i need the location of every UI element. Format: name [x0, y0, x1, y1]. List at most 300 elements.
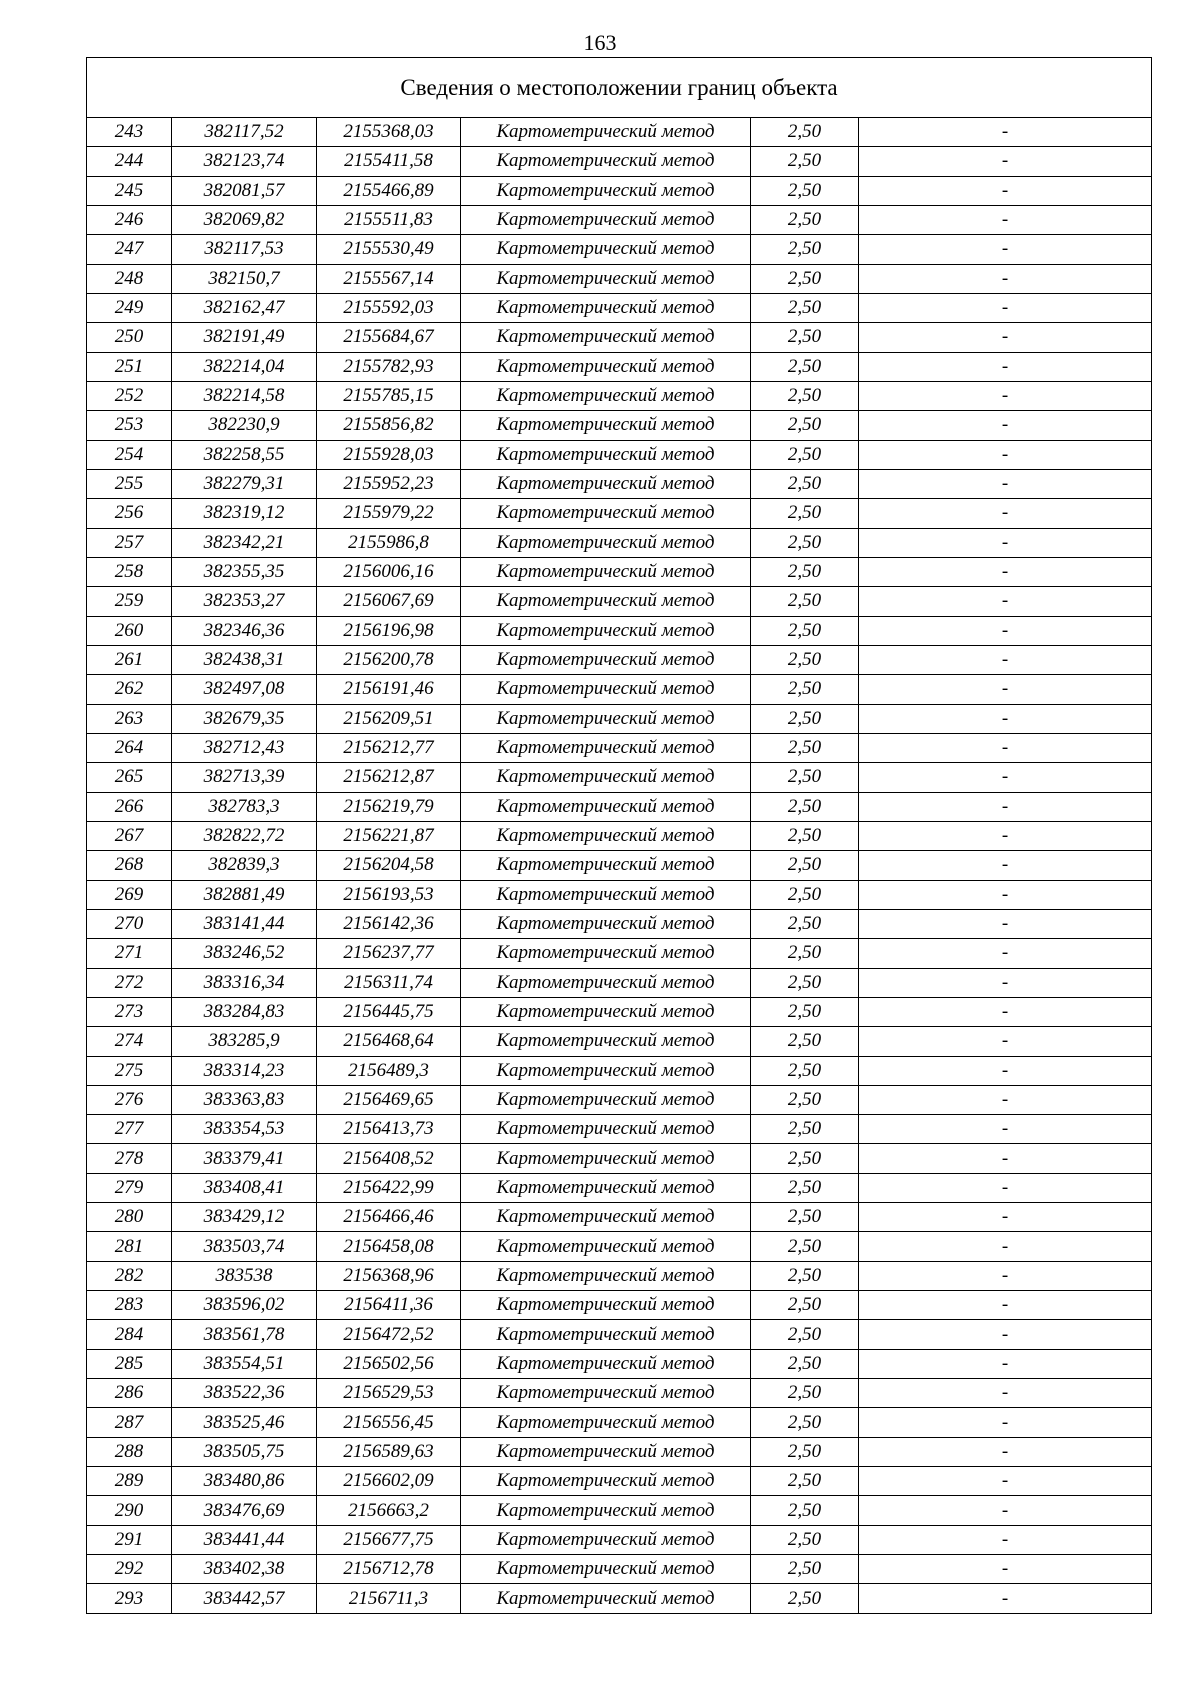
description-cell: -: [859, 1467, 1152, 1496]
table-row: [87, 235, 1152, 264]
method-cell: Картометрический метод: [461, 675, 751, 704]
description-cell: -: [859, 1496, 1152, 1525]
description-cell: -: [859, 1349, 1152, 1378]
method-cell: Картометрический метод: [461, 1173, 751, 1202]
table-row: [87, 1320, 1152, 1349]
method-cell: Картометрический метод: [461, 293, 751, 322]
description-cell: -: [859, 528, 1152, 557]
point-number-cell: 247: [87, 235, 172, 264]
method-cell: Картометрический метод: [461, 968, 751, 997]
y-coordinate-cell: 2156212,87: [317, 763, 461, 792]
x-coordinate-cell: 383480,86: [172, 1467, 317, 1496]
y-coordinate-cell: 2156468,64: [317, 1027, 461, 1056]
accuracy-cell: 2,50: [751, 968, 859, 997]
table-row: [87, 1115, 1152, 1144]
accuracy-cell: 2,50: [751, 1173, 859, 1202]
method-cell: Картометрический метод: [461, 411, 751, 440]
accuracy-cell: 2,50: [751, 939, 859, 968]
point-number-cell: 279: [87, 1173, 172, 1202]
x-coordinate-cell: 382713,39: [172, 763, 317, 792]
point-number-cell: 260: [87, 616, 172, 645]
table-row: [87, 293, 1152, 322]
accuracy-cell: 2,50: [751, 851, 859, 880]
description-cell: -: [859, 1379, 1152, 1408]
method-cell: Картометрический метод: [461, 792, 751, 821]
method-cell: Картометрический метод: [461, 176, 751, 205]
x-coordinate-cell: 382162,47: [172, 293, 317, 322]
method-cell: Картометрический метод: [461, 763, 751, 792]
accuracy-cell: 2,50: [751, 1261, 859, 1290]
table-row: [87, 997, 1152, 1026]
x-coordinate-cell: 382353,27: [172, 587, 317, 616]
point-number-cell: 252: [87, 381, 172, 410]
method-cell: Картометрический метод: [461, 1584, 751, 1613]
table-row: [87, 704, 1152, 733]
y-coordinate-cell: 2155530,49: [317, 235, 461, 264]
method-cell: Картометрический метод: [461, 118, 751, 147]
y-coordinate-cell: 2156458,08: [317, 1232, 461, 1261]
point-number-cell: 263: [87, 704, 172, 733]
point-number-cell: 250: [87, 323, 172, 352]
description-cell: -: [859, 352, 1152, 381]
x-coordinate-cell: 382342,21: [172, 528, 317, 557]
y-coordinate-cell: 2156472,52: [317, 1320, 461, 1349]
description-cell: -: [859, 880, 1152, 909]
method-cell: Картометрический метод: [461, 1379, 751, 1408]
method-cell: Картометрический метод: [461, 997, 751, 1026]
description-cell: -: [859, 1232, 1152, 1261]
point-number-cell: 273: [87, 997, 172, 1026]
table-row: [87, 1525, 1152, 1554]
table-row: [87, 1173, 1152, 1202]
table-row: [87, 1349, 1152, 1378]
description-cell: -: [859, 293, 1152, 322]
point-number-cell: 262: [87, 675, 172, 704]
y-coordinate-cell: 2155952,23: [317, 469, 461, 498]
y-coordinate-cell: 2155782,93: [317, 352, 461, 381]
accuracy-cell: 2,50: [751, 1203, 859, 1232]
x-coordinate-cell: 382279,31: [172, 469, 317, 498]
table-row: [87, 851, 1152, 880]
method-cell: Картометрический метод: [461, 1525, 751, 1554]
table-row: [87, 645, 1152, 674]
y-coordinate-cell: 2156589,63: [317, 1437, 461, 1466]
y-coordinate-cell: 2156209,51: [317, 704, 461, 733]
point-number-cell: 292: [87, 1555, 172, 1584]
accuracy-cell: 2,50: [751, 147, 859, 176]
x-coordinate-cell: 382069,82: [172, 205, 317, 234]
point-number-cell: 290: [87, 1496, 172, 1525]
x-coordinate-cell: 382081,57: [172, 176, 317, 205]
method-cell: Картометрический метод: [461, 323, 751, 352]
description-cell: -: [859, 147, 1152, 176]
accuracy-cell: 2,50: [751, 1379, 859, 1408]
method-cell: Картометрический метод: [461, 1408, 751, 1437]
description-cell: -: [859, 939, 1152, 968]
point-number-cell: 283: [87, 1291, 172, 1320]
description-cell: -: [859, 205, 1152, 234]
y-coordinate-cell: 2156006,16: [317, 557, 461, 586]
method-cell: Картометрический метод: [461, 645, 751, 674]
method-cell: Картометрический метод: [461, 557, 751, 586]
point-number-cell: 275: [87, 1056, 172, 1085]
point-number-cell: 286: [87, 1379, 172, 1408]
point-number-cell: 281: [87, 1232, 172, 1261]
point-number-cell: 291: [87, 1525, 172, 1554]
point-number-cell: 289: [87, 1467, 172, 1496]
x-coordinate-cell: 382346,36: [172, 616, 317, 645]
y-coordinate-cell: 2155511,83: [317, 205, 461, 234]
x-coordinate-cell: 383561,78: [172, 1320, 317, 1349]
accuracy-cell: 2,50: [751, 675, 859, 704]
x-coordinate-cell: 383402,38: [172, 1555, 317, 1584]
method-cell: Картометрический метод: [461, 1027, 751, 1056]
x-coordinate-cell: 382497,08: [172, 675, 317, 704]
description-cell: -: [859, 411, 1152, 440]
point-number-cell: 266: [87, 792, 172, 821]
point-number-cell: 255: [87, 469, 172, 498]
method-cell: Картометрический метод: [461, 381, 751, 410]
method-cell: Картометрический метод: [461, 1555, 751, 1584]
y-coordinate-cell: 2155466,89: [317, 176, 461, 205]
accuracy-cell: 2,50: [751, 1555, 859, 1584]
accuracy-cell: 2,50: [751, 1408, 859, 1437]
method-cell: Картометрический метод: [461, 352, 751, 381]
x-coordinate-cell: 383379,41: [172, 1144, 317, 1173]
accuracy-cell: 2,50: [751, 1232, 859, 1261]
x-coordinate-cell: 383503,74: [172, 1232, 317, 1261]
accuracy-cell: 2,50: [751, 704, 859, 733]
point-number-cell: 254: [87, 440, 172, 469]
point-number-cell: 245: [87, 176, 172, 205]
x-coordinate-cell: 382123,74: [172, 147, 317, 176]
method-cell: Картометрический метод: [461, 733, 751, 762]
y-coordinate-cell: 2156502,56: [317, 1349, 461, 1378]
accuracy-cell: 2,50: [751, 293, 859, 322]
y-coordinate-cell: 2155411,58: [317, 147, 461, 176]
description-cell: -: [859, 968, 1152, 997]
method-cell: Картометрический метод: [461, 1291, 751, 1320]
x-coordinate-cell: 383246,52: [172, 939, 317, 968]
table-row: [87, 1261, 1152, 1290]
description-cell: -: [859, 1320, 1152, 1349]
accuracy-cell: 2,50: [751, 821, 859, 850]
x-coordinate-cell: 382214,58: [172, 381, 317, 410]
point-number-cell: 248: [87, 264, 172, 293]
x-coordinate-cell: 382230,9: [172, 411, 317, 440]
x-coordinate-cell: 383284,83: [172, 997, 317, 1026]
point-number-cell: 271: [87, 939, 172, 968]
x-coordinate-cell: 382150,7: [172, 264, 317, 293]
description-cell: -: [859, 264, 1152, 293]
y-coordinate-cell: 2155979,22: [317, 499, 461, 528]
description-cell: -: [859, 821, 1152, 850]
description-cell: -: [859, 587, 1152, 616]
table-row: [87, 616, 1152, 645]
accuracy-cell: 2,50: [751, 118, 859, 147]
y-coordinate-cell: 2156712,78: [317, 1555, 461, 1584]
description-cell: -: [859, 381, 1152, 410]
x-coordinate-cell: 382679,35: [172, 704, 317, 733]
accuracy-cell: 2,50: [751, 1349, 859, 1378]
y-coordinate-cell: 2156311,74: [317, 968, 461, 997]
accuracy-cell: 2,50: [751, 909, 859, 938]
table-title: Сведения о местоположении границ объекта: [87, 58, 1152, 118]
table-row: [87, 1467, 1152, 1496]
x-coordinate-cell: 383441,44: [172, 1525, 317, 1554]
accuracy-cell: 2,50: [751, 792, 859, 821]
accuracy-cell: 2,50: [751, 1584, 859, 1613]
method-cell: Картометрический метод: [461, 1467, 751, 1496]
x-coordinate-cell: 383505,75: [172, 1437, 317, 1466]
description-cell: -: [859, 1525, 1152, 1554]
accuracy-cell: 2,50: [751, 587, 859, 616]
table-row: [87, 1144, 1152, 1173]
y-coordinate-cell: 2156602,09: [317, 1467, 461, 1496]
page-number: 163: [583, 30, 617, 55]
description-cell: -: [859, 645, 1152, 674]
x-coordinate-cell: 383354,53: [172, 1115, 317, 1144]
point-number-cell: 253: [87, 411, 172, 440]
point-number-cell: 258: [87, 557, 172, 586]
x-coordinate-cell: 382191,49: [172, 323, 317, 352]
table-row: [87, 1291, 1152, 1320]
x-coordinate-cell: 382258,55: [172, 440, 317, 469]
point-number-cell: 285: [87, 1349, 172, 1378]
point-number-cell: 261: [87, 645, 172, 674]
description-cell: -: [859, 909, 1152, 938]
description-cell: -: [859, 323, 1152, 352]
method-cell: Картометрический метод: [461, 1437, 751, 1466]
accuracy-cell: 2,50: [751, 381, 859, 410]
description-cell: -: [859, 733, 1152, 762]
point-number-cell: 267: [87, 821, 172, 850]
y-coordinate-cell: 2156204,58: [317, 851, 461, 880]
table-row: [87, 1408, 1152, 1437]
table-row: [87, 821, 1152, 850]
x-coordinate-cell: 382839,3: [172, 851, 317, 880]
table-title-row: [87, 58, 1152, 118]
description-cell: -: [859, 1115, 1152, 1144]
table-row: [87, 440, 1152, 469]
y-coordinate-cell: 2156221,87: [317, 821, 461, 850]
point-number-cell: 257: [87, 528, 172, 557]
accuracy-cell: 2,50: [751, 205, 859, 234]
x-coordinate-cell: 383316,34: [172, 968, 317, 997]
table-row: [87, 147, 1152, 176]
point-number-cell: 272: [87, 968, 172, 997]
y-coordinate-cell: 2156237,77: [317, 939, 461, 968]
accuracy-cell: 2,50: [751, 469, 859, 498]
point-number-cell: 256: [87, 499, 172, 528]
x-coordinate-cell: 383522,36: [172, 1379, 317, 1408]
description-cell: -: [859, 792, 1152, 821]
accuracy-cell: 2,50: [751, 1085, 859, 1114]
table-row: [87, 675, 1152, 704]
description-cell: -: [859, 1056, 1152, 1085]
point-number-cell: 268: [87, 851, 172, 880]
point-number-cell: 277: [87, 1115, 172, 1144]
method-cell: Картометрический метод: [461, 1320, 751, 1349]
accuracy-cell: 2,50: [751, 1056, 859, 1085]
table-row: [87, 557, 1152, 586]
accuracy-cell: 2,50: [751, 440, 859, 469]
point-number-cell: 243: [87, 118, 172, 147]
accuracy-cell: 2,50: [751, 176, 859, 205]
point-number-cell: 264: [87, 733, 172, 762]
method-cell: Картометрический метод: [461, 1085, 751, 1114]
x-coordinate-cell: 383525,46: [172, 1408, 317, 1437]
accuracy-cell: 2,50: [751, 880, 859, 909]
accuracy-cell: 2,50: [751, 733, 859, 762]
description-cell: -: [859, 557, 1152, 586]
accuracy-cell: 2,50: [751, 1115, 859, 1144]
point-number-cell: 287: [87, 1408, 172, 1437]
table-row: [87, 763, 1152, 792]
point-number-cell: 265: [87, 763, 172, 792]
table-row: [87, 880, 1152, 909]
method-cell: Картометрический метод: [461, 235, 751, 264]
description-cell: -: [859, 1203, 1152, 1232]
y-coordinate-cell: 2156212,77: [317, 733, 461, 762]
x-coordinate-cell: 382117,52: [172, 118, 317, 147]
description-cell: -: [859, 1261, 1152, 1290]
x-coordinate-cell: 383141,44: [172, 909, 317, 938]
table-row: [87, 909, 1152, 938]
point-number-cell: 278: [87, 1144, 172, 1173]
accuracy-cell: 2,50: [751, 1525, 859, 1554]
accuracy-cell: 2,50: [751, 411, 859, 440]
table-row: [87, 176, 1152, 205]
x-coordinate-cell: 382355,35: [172, 557, 317, 586]
point-number-cell: 270: [87, 909, 172, 938]
accuracy-cell: 2,50: [751, 264, 859, 293]
point-number-cell: 288: [87, 1437, 172, 1466]
table-row: [87, 499, 1152, 528]
table-row: [87, 587, 1152, 616]
y-coordinate-cell: 2156200,78: [317, 645, 461, 674]
method-cell: Картометрический метод: [461, 1261, 751, 1290]
accuracy-cell: 2,50: [751, 616, 859, 645]
boundary-table: [86, 57, 1152, 1614]
point-number-cell: 282: [87, 1261, 172, 1290]
method-cell: Картометрический метод: [461, 1203, 751, 1232]
accuracy-cell: 2,50: [751, 1320, 859, 1349]
x-coordinate-cell: 383363,83: [172, 1085, 317, 1114]
description-cell: -: [859, 1144, 1152, 1173]
accuracy-cell: 2,50: [751, 1144, 859, 1173]
x-coordinate-cell: 383285,9: [172, 1027, 317, 1056]
accuracy-cell: 2,50: [751, 997, 859, 1026]
table-row: [87, 1437, 1152, 1466]
description-cell: -: [859, 763, 1152, 792]
x-coordinate-cell: 382881,49: [172, 880, 317, 909]
method-cell: Картометрический метод: [461, 469, 751, 498]
x-coordinate-cell: 382783,3: [172, 792, 317, 821]
accuracy-cell: 2,50: [751, 763, 859, 792]
y-coordinate-cell: 2156556,45: [317, 1408, 461, 1437]
y-coordinate-cell: 2156368,96: [317, 1261, 461, 1290]
point-number-cell: 274: [87, 1027, 172, 1056]
y-coordinate-cell: 2156422,99: [317, 1173, 461, 1202]
table-row: [87, 118, 1152, 147]
method-cell: Картометрический метод: [461, 528, 751, 557]
point-number-cell: 246: [87, 205, 172, 234]
y-coordinate-cell: 2155986,8: [317, 528, 461, 557]
table-row: [87, 1232, 1152, 1261]
y-coordinate-cell: 2156663,2: [317, 1496, 461, 1525]
description-cell: -: [859, 997, 1152, 1026]
description-cell: -: [859, 1085, 1152, 1114]
x-coordinate-cell: 383408,41: [172, 1173, 317, 1202]
y-coordinate-cell: 2156469,65: [317, 1085, 461, 1114]
method-cell: Картометрический метод: [461, 851, 751, 880]
y-coordinate-cell: 2156529,53: [317, 1379, 461, 1408]
point-number-cell: 251: [87, 352, 172, 381]
method-cell: Картометрический метод: [461, 704, 751, 733]
description-cell: -: [859, 1173, 1152, 1202]
description-cell: -: [859, 616, 1152, 645]
table-row: [87, 1085, 1152, 1114]
y-coordinate-cell: 2155368,03: [317, 118, 461, 147]
table-body: [87, 118, 1152, 1614]
table-row: [87, 1027, 1152, 1056]
y-coordinate-cell: 2156196,98: [317, 616, 461, 645]
description-cell: -: [859, 851, 1152, 880]
x-coordinate-cell: 382319,12: [172, 499, 317, 528]
table-row: [87, 792, 1152, 821]
method-cell: Картометрический метод: [461, 1115, 751, 1144]
table-row: [87, 1056, 1152, 1085]
table-row: [87, 205, 1152, 234]
description-cell: -: [859, 1291, 1152, 1320]
table-row: [87, 968, 1152, 997]
description-cell: -: [859, 499, 1152, 528]
table-row: [87, 352, 1152, 381]
point-number-cell: 244: [87, 147, 172, 176]
method-cell: Картометрический метод: [461, 587, 751, 616]
description-cell: -: [859, 469, 1152, 498]
y-coordinate-cell: 2156191,46: [317, 675, 461, 704]
accuracy-cell: 2,50: [751, 1467, 859, 1496]
y-coordinate-cell: 2156142,36: [317, 909, 461, 938]
method-cell: Картометрический метод: [461, 205, 751, 234]
table-row: [87, 528, 1152, 557]
table-row: [87, 411, 1152, 440]
description-cell: -: [859, 1437, 1152, 1466]
table-row: [87, 1203, 1152, 1232]
y-coordinate-cell: 2156413,73: [317, 1115, 461, 1144]
accuracy-cell: 2,50: [751, 323, 859, 352]
point-number-cell: 269: [87, 880, 172, 909]
x-coordinate-cell: 382438,31: [172, 645, 317, 674]
x-coordinate-cell: 382117,53: [172, 235, 317, 264]
description-cell: -: [859, 1408, 1152, 1437]
point-number-cell: 276: [87, 1085, 172, 1114]
y-coordinate-cell: 2156408,52: [317, 1144, 461, 1173]
accuracy-cell: 2,50: [751, 235, 859, 264]
method-cell: Картометрический метод: [461, 1232, 751, 1261]
method-cell: Картометрический метод: [461, 264, 751, 293]
table-row: [87, 323, 1152, 352]
accuracy-cell: 2,50: [751, 352, 859, 381]
method-cell: Картометрический метод: [461, 1496, 751, 1525]
description-cell: -: [859, 1584, 1152, 1613]
y-coordinate-cell: 2156489,3: [317, 1056, 461, 1085]
x-coordinate-cell: 383538: [172, 1261, 317, 1290]
accuracy-cell: 2,50: [751, 1291, 859, 1320]
y-coordinate-cell: 2156445,75: [317, 997, 461, 1026]
